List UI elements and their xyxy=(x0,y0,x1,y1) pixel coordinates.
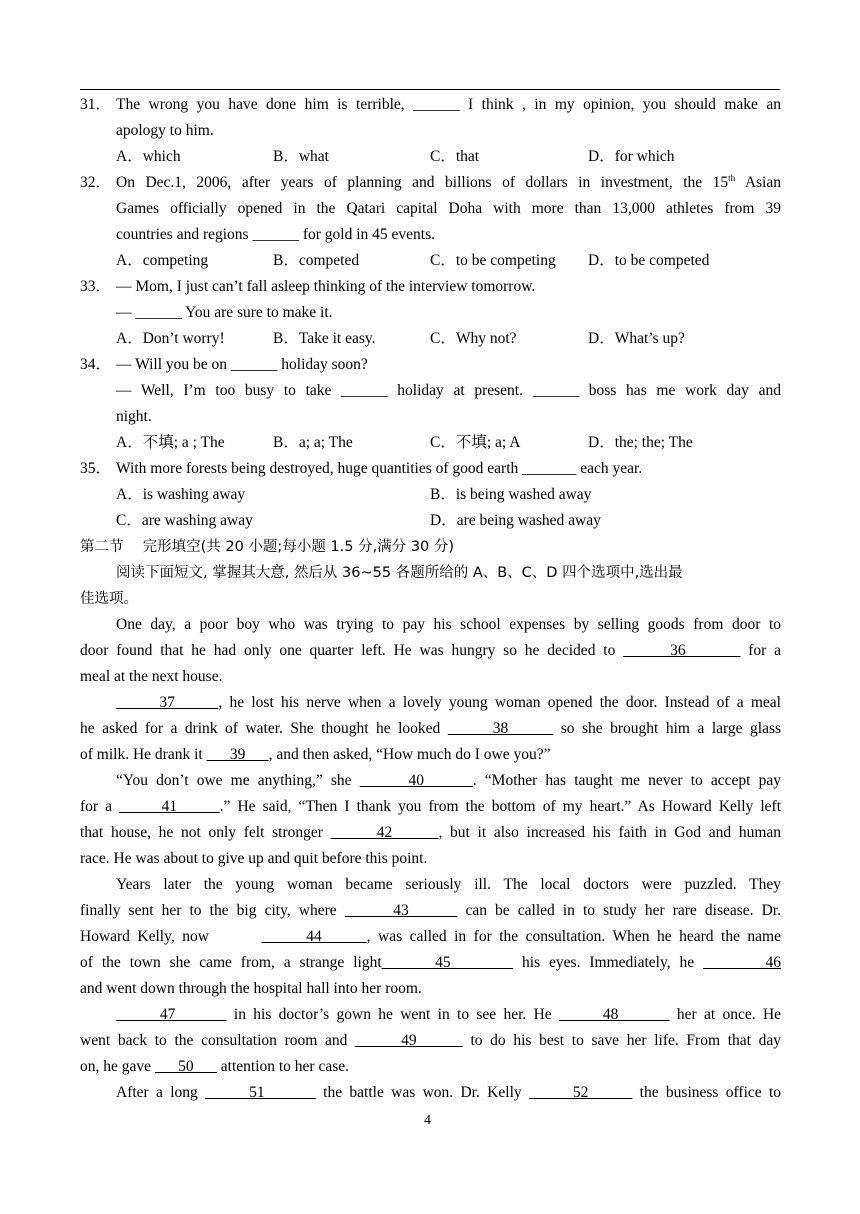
blank-46[interactable]: 46 xyxy=(703,954,782,971)
passage-p3-line3: that house, he not only felt stronger 42 , but it also increased his faith in God and human xyxy=(80,824,782,841)
q34-option-c[interactable]: C．不填; a; A xyxy=(430,434,521,451)
passage-p3-line2: for a 41 .” He said, “Then I thank you from the bottom of my heart.” As Howard Kelly left xyxy=(80,798,782,815)
q32-stem-line1: On Dec.1, 2006, after years of planning and billions of dollars in investment, the 15th Asian xyxy=(116,172,781,191)
passage-p4-line5: and went down through the hospital hall into her room. xyxy=(80,980,422,997)
q34-stem-line1: — Will you be on ______ holiday soon? xyxy=(116,356,368,373)
q33-stem-line2: — ______ You are sure to make it. xyxy=(116,304,333,321)
q32-stem-line3: countries and regions ______ for gold in 45 events. xyxy=(116,226,435,243)
blank-42[interactable]: 42 xyxy=(330,824,439,841)
q32-option-a[interactable]: A．competing xyxy=(116,252,209,269)
q35-option-a[interactable]: A．is washing away xyxy=(116,486,246,503)
q33-option-a[interactable]: A．Don’t worry! xyxy=(116,330,225,347)
q31-stem-line2: apology to him. xyxy=(116,122,214,139)
blank-41[interactable]: 41 xyxy=(119,798,220,815)
passage-p5-line3: on, he gave 50 attention to her case. xyxy=(80,1058,350,1075)
q31-option-d[interactable]: D．for which xyxy=(588,148,675,165)
q32-number: 32． xyxy=(80,174,112,191)
q34-stem-line3: night. xyxy=(116,408,152,425)
section-instruction-line2: 佳选项。 xyxy=(80,591,138,607)
passage-p2-line2: he asked for a drink of water. She thought he looked 38 so she brought him a large glass xyxy=(80,720,782,737)
blank-40[interactable]: 40 xyxy=(359,772,473,789)
passage-p1-line1: One day, a poor boy who was trying to pay his school expenses by selling goods from door to xyxy=(116,616,781,633)
passage-p1-line3: meal at the next house. xyxy=(80,668,223,685)
blank-38[interactable]: 38 xyxy=(447,720,554,737)
q31-option-a[interactable]: A．which xyxy=(116,148,181,165)
passage-p5-line1: 47 in his doctor’s gown he went in to see her. He 48 her at once. He xyxy=(116,1006,782,1023)
superscript-th: th xyxy=(728,172,736,183)
q33-option-d[interactable]: D．What’s up? xyxy=(588,330,685,347)
blank-48[interactable]: 48 xyxy=(559,1006,670,1023)
q35-number: 35． xyxy=(80,460,112,477)
q33-option-c[interactable]: C．Why not? xyxy=(430,330,517,347)
q32-option-d[interactable]: D．to be competed xyxy=(588,252,710,269)
q35-option-c[interactable]: C．are washing away xyxy=(116,512,253,529)
q31-number: 31． xyxy=(80,96,112,113)
passage-p3-line1: “You don’t owe me anything,” she 40 . “Mother has taught me never to accept pay xyxy=(116,772,781,789)
section-heading: 第二节 完形填空(共 20 小题;每小题 1.5 分,满分 30 分) xyxy=(80,539,455,555)
blank-50[interactable]: 50 xyxy=(154,1058,217,1075)
q32-option-b[interactable]: B．competed xyxy=(273,252,360,269)
blank-47[interactable]: 47 xyxy=(116,1006,227,1023)
blank-44[interactable]: 44 xyxy=(261,928,367,945)
passage-p6-line1: After a long 51 the battle was won. Dr. Kelly 52 the business office to xyxy=(116,1084,782,1101)
blank-49[interactable]: 49 xyxy=(355,1032,463,1049)
blank-52[interactable]: 52 xyxy=(528,1084,633,1101)
q34-option-d[interactable]: D．the; the; The xyxy=(588,434,693,451)
blank-45[interactable]: 45 xyxy=(381,954,514,971)
q35-stem-line1: With more forests being destroyed, huge quantities of good earth _______ each year. xyxy=(116,460,643,477)
q34-option-b[interactable]: B．a; a; The xyxy=(273,434,353,451)
q34-option-a[interactable]: A．不填; a ; The xyxy=(116,434,225,451)
passage-p4-line1: Years later the young woman became seriously ill. The local doctors were puzzled. They xyxy=(116,876,781,893)
q31-stem-line1: The wrong you have done him is terrible, ______ I think , in my opinion, you should make an xyxy=(116,96,781,113)
blank-37[interactable]: 37 xyxy=(116,694,219,711)
q32-option-c[interactable]: C．to be competing xyxy=(430,252,556,269)
header-rule xyxy=(80,89,780,90)
passage-p4-line4: of the town she came from, a strange light 45 his eyes. Immediately, he 46 xyxy=(80,954,782,971)
blank-51[interactable]: 51 xyxy=(205,1084,316,1101)
passage-p1-line2: door found that he had only one quarter left. He was hungry so he decided to 36 for a xyxy=(80,642,782,659)
q31-option-b[interactable]: B．what xyxy=(273,148,329,165)
q33-option-b[interactable]: B．Take it easy. xyxy=(273,330,376,347)
q35-option-d[interactable]: D．are being washed away xyxy=(430,512,601,529)
passage-p5-line2: went back to the consultation room and 49 to do his best to save her life. From that day xyxy=(80,1032,782,1049)
q31-option-c[interactable]: C．that xyxy=(430,148,480,165)
passage-p2-line3: of milk. He drank it 39 , and then asked, “How much do I owe you?” xyxy=(80,746,551,763)
blank-43[interactable]: 43 xyxy=(344,902,458,919)
blank-39[interactable]: 39 xyxy=(206,746,269,763)
q34-stem-line2: — Well, I’m too busy to take ______ holiday at present. ______ boss has me work day and xyxy=(116,382,781,399)
q33-number: 33． xyxy=(80,278,112,295)
passage-p4-line3: Howard Kelly, now 44 , was called in for the consultation. When he heard the name xyxy=(80,928,781,945)
q35-option-b[interactable]: B．is being washed away xyxy=(430,486,592,503)
passage-p4-line2: finally sent her to the big city, where 43 can be called in to study her rare disease. Dr. xyxy=(80,902,781,919)
q33-stem-line1: — Mom, I just can’t fall asleep thinking of the interview tomorrow. xyxy=(116,278,536,295)
section-instruction-line1: 阅读下面短文, 掌握其大意, 然后从 36~55 各题所给的 A、B、C、D 四个选项中,选出最 xyxy=(116,565,683,581)
q32-stem-line2: Games officially opened in the Qatari capital Doha with more than 13,000 athletes from 39 xyxy=(116,200,781,217)
passage-p3-line4: race. He was about to give up and quit before this point. xyxy=(80,850,428,867)
blank-36[interactable]: 36 xyxy=(623,642,741,659)
page-number: 4 xyxy=(424,1113,431,1128)
q34-number: 34． xyxy=(80,356,112,373)
passage-p2-line1: 37 , he lost his nerve when a lovely young woman opened the door. Instead of a meal xyxy=(116,694,781,711)
